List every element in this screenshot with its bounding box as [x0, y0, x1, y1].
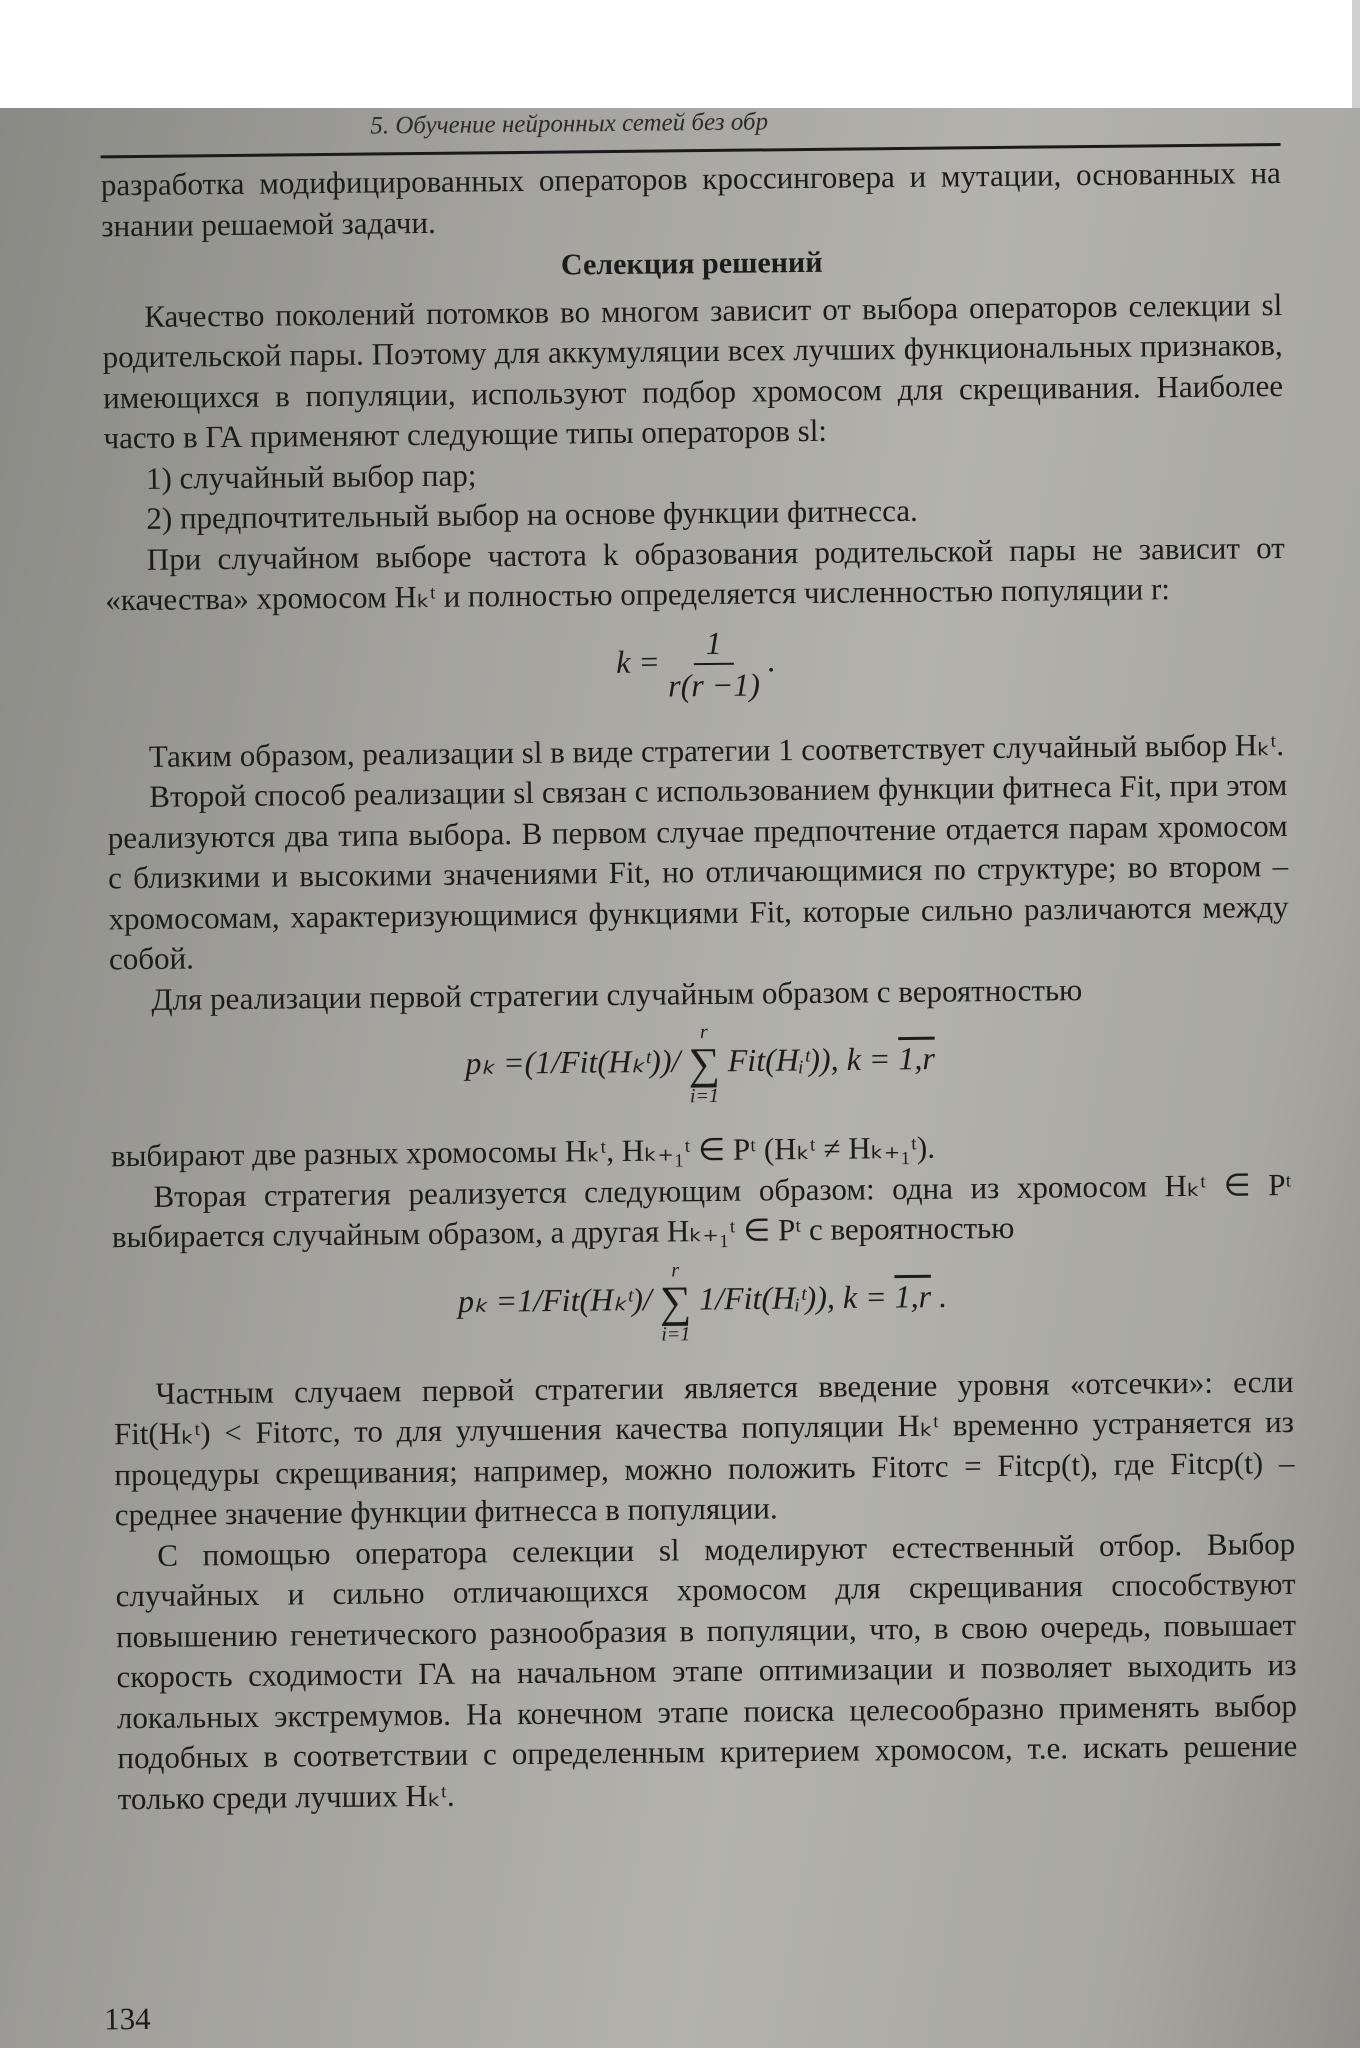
paragraph-9: С помощью оператора селекции sl моделируют естественный отбор. Выбор случайных и сильно отличающихся хромосом для скрещивания способствуют повышению генетического разнообразия в популяции, что, в свою очередь, повышает скорость сходимости ГА на начальном этапе оптимизации и позволяет выходить из локальных экстремумов. На конечном этапе поиска целесообразно применять выбор подобных в соответствии с определенным критерием хромосом, т.е. искать решение только среди лучших Hₖᵗ. [115, 1525, 1298, 1816]
sum-2-top: r [671, 1258, 680, 1281]
paragraph-5: Для реализации первой стратегии случайным образом с вероятностью [151, 971, 1083, 1017]
formula-k-end: . [767, 641, 776, 678]
formula-pk-1-lhs: pₖ =(1/Fit(Hₖᵗ))/ [465, 1042, 681, 1081]
sum-sign-2 [659, 1260, 691, 1344]
paragraph-8: Частным случаем первой стратегии является введение уровня «отсечки»: если Fit(Hₖᵗ) < Fitотс, то для улучшения качества популяции Hₖᵗ временно устраняется из процедуры скрещивания; например, можно положить Fitотс = Fitср(t), где Fitср(t) – среднее значение функции фитнесса в популяции. [113, 1363, 1295, 1533]
section-title: Селекция решений [560, 245, 823, 282]
scan-edge [1352, 0, 1360, 108]
sigma-icon: ∑ [659, 1276, 692, 1327]
paragraph-7: Вторая стратегия реализуется следующим образом: одна из хромосом Hₖᵗ ∈ Pᵗ выбирается случайным образом, а другая Hₖ₊₁ᵗ ∈ Pᵗ с вероятностью [111, 1166, 1292, 1255]
paragraph-3: Таким образом, реализации sl в виде стратегии 1 соответствует случайный выбор Hₖᵗ. [148, 726, 1285, 774]
running-header: 5. Обучение нейронных сетей без обр [370, 108, 769, 140]
formula-k-denominator: r(r −1) [667, 666, 761, 704]
paragraph-0: разработка модифицированных операторов кроссинговера и мутации, основанных на знании решаемой задачи. [100, 155, 1282, 243]
list-item-2: 2) предпочтительный выбор на основе функции фитнесса. [146, 492, 918, 536]
book-page [40, 87, 1300, 2037]
formula-k-lhs: k = [615, 642, 661, 680]
list-item-1: 1) случайный выбор пар; [145, 456, 477, 496]
formula-k [106, 616, 1287, 728]
sum-sign-1 [688, 1022, 720, 1106]
formula-pk-1 [110, 1016, 1291, 1128]
page-number: 134 [103, 2000, 151, 2037]
paragraph-1: Качество поколений потомков во многом зависит от выбора операторов селекции sl родительской пары. Поэтому для аккумуляции всех лучших функциональных признаков, имеющихся в популяции, используют подбор хромосом для скрещивания. Наиболее часто в ГА применяют следующие типы операторов sl: [102, 286, 1284, 456]
sum-1-bottom: i=1 [689, 1084, 720, 1108]
formula-pk-1-rhs: Fit(Hᵢᵗ)), k = [727, 1040, 891, 1079]
formula-pk-2 [112, 1253, 1293, 1365]
formula-pk-2-lhs: pₖ =1/Fit(Hₖᵗ)/ [457, 1280, 652, 1319]
formula-pk-2-rhs: 1/Fit(Hᵢᵗ)), k = [698, 1278, 887, 1317]
formula-pk-1-range: 1,r [898, 1040, 936, 1077]
formula-k-numerator: 1 [693, 622, 733, 665]
paragraph-2: При случайном выборе частота k образования родительской пары не зависит от «качества» хромосом Hₖᵗ и полностью определяется численностью популяции r: [105, 529, 1285, 618]
formula-pk-2-range: 1,r [894, 1277, 932, 1314]
paragraph-4: Второй способ реализации sl связан с использованием функции фитнеса Fit, при этом реализуются два типа выбора. В первом случае предпочтение отдается парам хромосом с близкими и высокими значениями Fit, но отличающимися по структуре; во втором – хромосомам, характеризующимися функциями Fit, которые сильно различаются между собой. [107, 766, 1289, 977]
sigma-icon: ∑ [688, 1038, 721, 1089]
formula-pk-2-end: . [938, 1277, 948, 1314]
page-body [101, 153, 1298, 1819]
sum-1-top: r [699, 1021, 708, 1044]
paragraph-6: выбирают две разных хромосомы Hₖᵗ, Hₖ₊₁ᵗ ∈ Pᵗ (Hₖᵗ ≠ Hₖ₊₁ᵗ). [110, 1129, 936, 1174]
sum-2-bottom: i=1 [661, 1322, 691, 1346]
formula-k-fraction [667, 622, 760, 706]
